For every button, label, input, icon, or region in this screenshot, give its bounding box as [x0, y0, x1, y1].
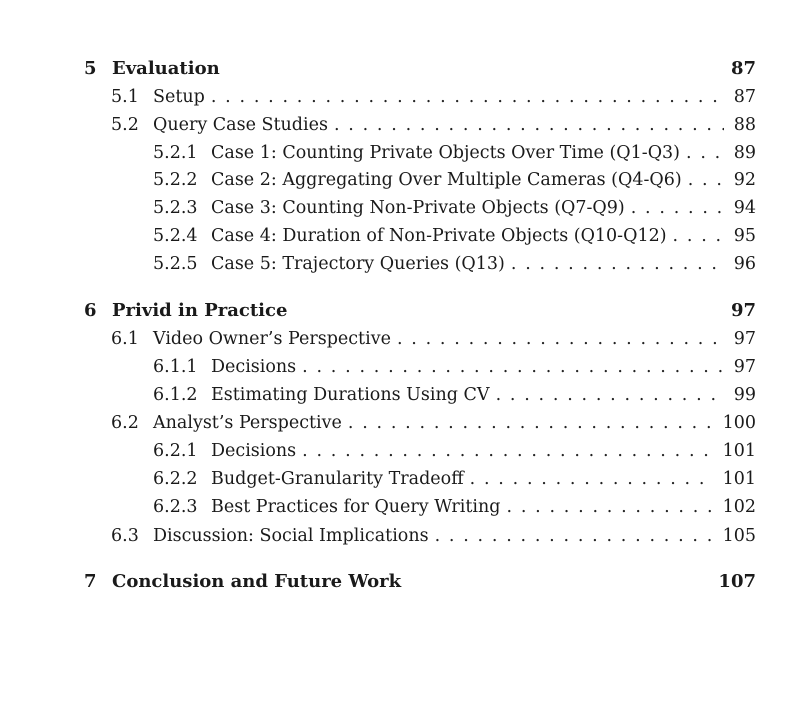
- toc-section-6-1[interactable]: [111, 327, 756, 351]
- dot-leader: [688, 168, 724, 192]
- toc-subsection-5-2-2[interactable]: [153, 168, 756, 192]
- subsection-number: 5.2.2: [153, 170, 198, 190]
- subsection-title: Case 2: Aggregating Over Multiple Cameras (Q4-Q6): [211, 170, 682, 190]
- chapter-title: Evaluation: [112, 58, 220, 79]
- section-number: 5.1: [111, 87, 139, 107]
- toc-chapter-6[interactable]: [84, 299, 756, 323]
- dot-leader: [507, 495, 713, 519]
- toc-subsection-5-2-4[interactable]: [153, 224, 756, 248]
- dot-leader: [511, 252, 724, 276]
- toc-subsection-6-1-2[interactable]: [153, 383, 756, 407]
- subsection-number: 6.2.2: [153, 469, 198, 489]
- toc-subsection-6-2-2[interactable]: [153, 467, 756, 491]
- page-number: 97: [730, 300, 756, 321]
- dot-leader: [496, 383, 724, 407]
- page-number: 101: [722, 441, 756, 461]
- dot-leader: [435, 524, 713, 548]
- page-number: 107: [718, 571, 756, 592]
- toc-subsection-5-2-3[interactable]: [153, 196, 756, 220]
- subsection-title: Case 1: Counting Private Objects Over Time (Q1-Q3): [211, 143, 680, 163]
- toc-subsection-6-1-1[interactable]: [153, 355, 756, 379]
- dot-leader: [673, 224, 724, 248]
- subsection-title: Best Practices for Query Writing: [211, 497, 501, 517]
- toc-section-6-2[interactable]: [111, 411, 756, 435]
- subsection-title: Budget-Granularity Tradeoff: [211, 469, 464, 489]
- toc-subsection-6-2-3[interactable]: [153, 495, 756, 519]
- subsection-title: Estimating Durations Using CV: [211, 385, 490, 405]
- page-number: 102: [722, 497, 756, 517]
- toc-subsection-5-2-5[interactable]: [153, 252, 756, 276]
- page-number: 92: [733, 170, 756, 190]
- toc-subsection-5-2-1[interactable]: [153, 141, 756, 165]
- section-title: Analyst’s Perspective: [153, 413, 342, 433]
- section-title: Query Case Studies: [153, 115, 328, 135]
- page-number: 101: [722, 469, 756, 489]
- section-number: 6.1: [111, 329, 139, 349]
- dot-leader: [302, 439, 712, 463]
- toc-section-5-2[interactable]: [111, 113, 756, 137]
- section-title: Setup: [153, 87, 205, 107]
- page-number: 97: [733, 329, 756, 349]
- page-number: 97: [733, 357, 756, 377]
- section-title: Video Owner’s Perspective: [153, 329, 391, 349]
- page-number: 94: [733, 198, 756, 218]
- toc-chapter-7[interactable]: [84, 570, 756, 594]
- page-number: 95: [733, 226, 756, 246]
- subsection-number: 6.2.3: [153, 497, 198, 517]
- toc-section-6-3[interactable]: [111, 524, 756, 548]
- page-number: 89: [733, 143, 756, 163]
- page-number: 105: [722, 526, 756, 546]
- chapter-number: 6: [84, 300, 97, 321]
- page-number: 96: [733, 254, 756, 274]
- subsection-number: 6.1.2: [153, 385, 198, 405]
- chapter-number: 5: [84, 58, 97, 79]
- toc-section-5-1[interactable]: [111, 85, 756, 109]
- subsection-title: Case 5: Trajectory Queries (Q13): [211, 254, 505, 274]
- subsection-number: 5.2.1: [153, 143, 198, 163]
- subsection-title: Case 3: Counting Non-Private Objects (Q7-Q9): [211, 198, 625, 218]
- dot-leader: [334, 113, 724, 137]
- toc-chapter-5[interactable]: [84, 57, 756, 81]
- subsection-number: 6.1.1: [153, 357, 198, 377]
- page-number: 99: [733, 385, 756, 405]
- subsection-number: 5.2.5: [153, 254, 198, 274]
- section-number: 6.2: [111, 413, 139, 433]
- page-number: 87: [733, 87, 756, 107]
- subsection-number: 5.2.3: [153, 198, 198, 218]
- section-number: 5.2: [111, 115, 139, 135]
- section-number: 6.3: [111, 526, 139, 546]
- page-number: 100: [722, 413, 756, 433]
- subsection-title: Case 4: Duration of Non-Private Objects (Q10-Q12): [211, 226, 667, 246]
- dot-leader: [348, 411, 713, 435]
- dot-leader: [631, 196, 724, 220]
- page-number: 87: [730, 58, 756, 79]
- subsection-title: Decisions: [211, 441, 297, 461]
- chapter-title: Conclusion and Future Work: [112, 571, 402, 592]
- toc-subsection-6-2-1[interactable]: [153, 439, 756, 463]
- dot-leader: [211, 85, 724, 109]
- dot-leader: [397, 327, 724, 351]
- subsection-number: 5.2.4: [153, 226, 198, 246]
- dot-leader: [470, 467, 713, 491]
- subsection-number: 6.2.1: [153, 441, 198, 461]
- dot-leader: [686, 141, 724, 165]
- dot-leader: [302, 355, 724, 379]
- section-title: Discussion: Social Implications: [153, 526, 429, 546]
- chapter-number: 7: [84, 571, 97, 592]
- chapter-title: Privid in Practice: [112, 300, 288, 321]
- page-number: 88: [733, 115, 756, 135]
- subsection-title: Decisions: [211, 357, 297, 377]
